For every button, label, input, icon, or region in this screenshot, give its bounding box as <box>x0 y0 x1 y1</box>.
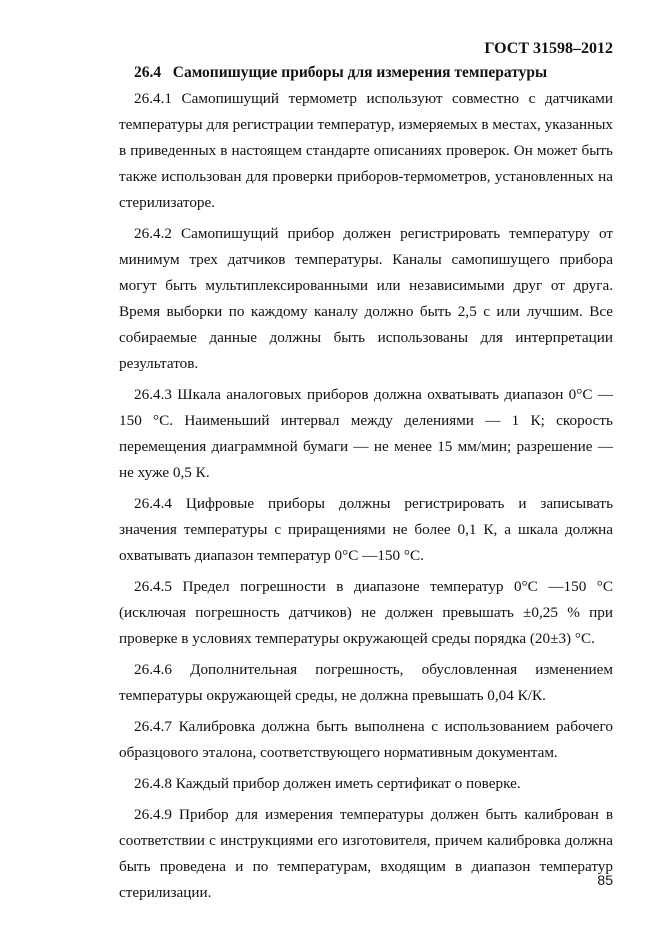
page-number: 85 <box>597 872 613 888</box>
paragraph-26-4-1: 26.4.1 Самопишущий термометр используют совместно с датчиками температуры для регистрации температур, измеряемых в местах, указанных в приведенных в настоящем стандарте описаниях проверок. Он может быть также использован для проверки приборов-термометров, установленных на стерилизаторе. <box>119 90 613 211</box>
section-title: 26.4 Самопишущие приборы для измерения температуры <box>134 64 548 81</box>
standard-header: ГОСТ 31598–2012 <box>484 40 613 57</box>
paragraph-26-4-4: 26.4.4 Цифровые приборы должны регистрировать и записывать значения температуры с приращениями не более 0,1 К, а шкала должна охватывать диапазон температур 0°С —150 °С. <box>119 495 613 564</box>
paragraph-26-4-3: 26.4.3 Шкала аналоговых приборов должна охватывать диапазон 0°С —150 °С. Наименьший интервал между делениями — 1 К; скорость перемещения диаграммной бумаги — не менее 15 мм/мин; разрешение — не хуже 0,5 К. <box>119 386 613 481</box>
paragraph-26-4-9: 26.4.9 Прибор для измерения температуры должен быть калиброван в соответствии с инструкциями его изготовителя, причем калибровка должна быть проведена и по температурам, входящим в диапазон температур стерилизации. <box>119 806 613 901</box>
paragraph-26-4-7: 26.4.7 Калибровка должна быть выполнена с использованием рабочего образцового эталона, соответствующего нормативным документам. <box>119 718 613 761</box>
paragraph-26-4-2: 26.4.2 Самопишущий прибор должен регистрировать температуру от минимум трех датчиков температуры. Каналы самопишущего прибора могут быть мультиплексированными или независимыми друг от друга. Время выборки по каждому каналу должно быть 2,5 с или лучшим. Все собираемые данные должны быть использованы для интерпретации результатов. <box>119 225 613 372</box>
body-text <box>119 86 613 911</box>
paragraph-26-4-8: 26.4.8 Каждый прибор должен иметь сертификат о поверке. <box>134 775 521 792</box>
paragraph-26-4-6: 26.4.6 Дополнительная погрешность, обусловленная изменением температуры окружающей среды, не должна превышать 0,04 К/К. <box>119 661 613 704</box>
paragraph-26-4-5: 26.4.5 Предел погрешности в диапазоне температур 0°С —150 °С (исключая погрешность датчиков) не должен превышать ±0,25 % при проверке в условиях температуры окружающей среды порядка (20±3) °С. <box>119 578 613 647</box>
